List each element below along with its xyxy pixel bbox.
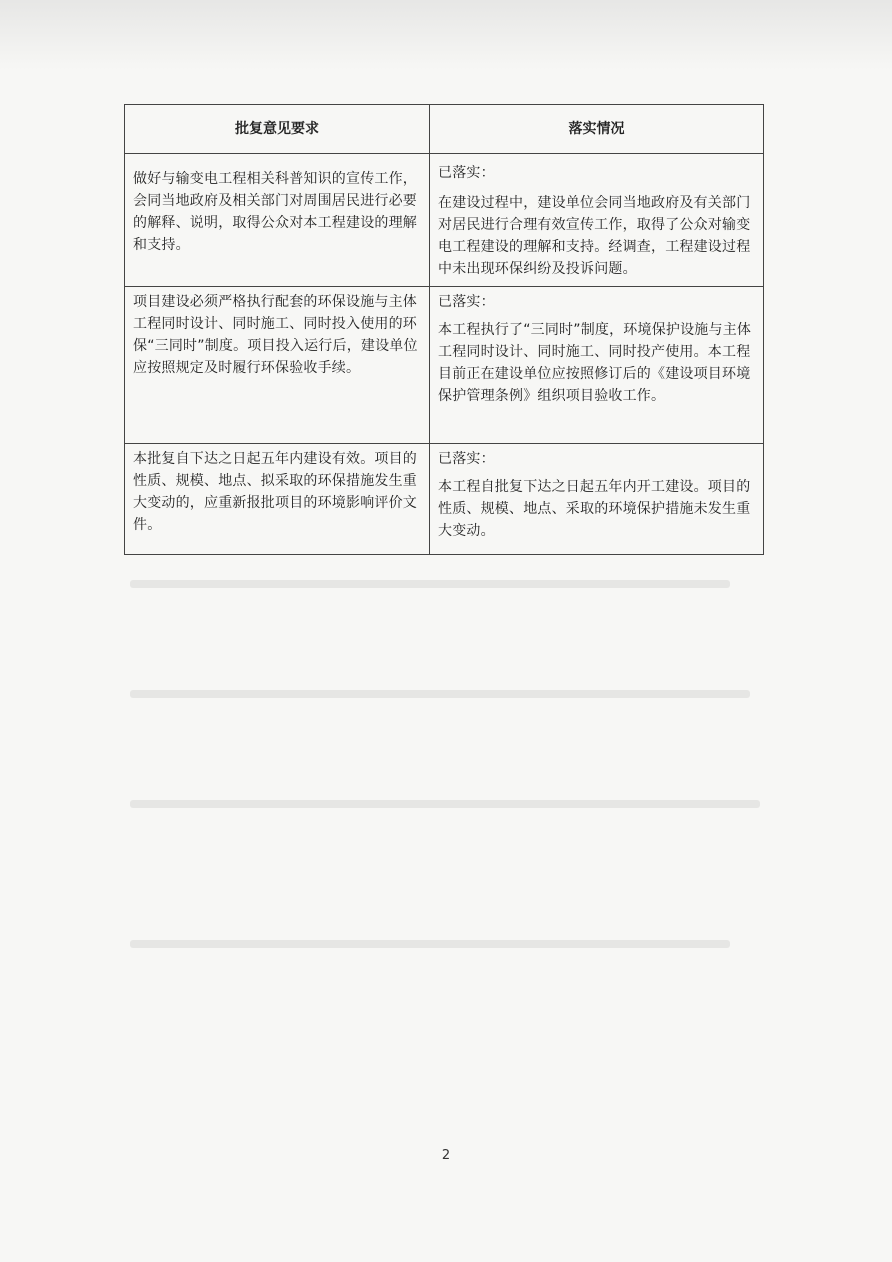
- bleed-through-line: [130, 580, 730, 588]
- table-header-row: [125, 105, 764, 154]
- implementation-cell: [430, 444, 764, 555]
- implementation-text: 本工程执行了“三同时”制度，环境保护设施与主体工程同时设计、同时施工、同时投产使用。本工程目前正在建设单位应按照修订后的《建设项目环境保护管理条例》组织项目验收工作。: [438, 322, 752, 404]
- status-label: 已落实：: [438, 165, 495, 181]
- header-requirement: 批复意见要求: [125, 105, 430, 154]
- table-row: [125, 287, 764, 444]
- implementation-cell: [430, 154, 764, 287]
- bleed-through-line: [130, 690, 750, 698]
- status-label: 已落实：: [438, 451, 495, 467]
- header-implementation: 落实情况: [430, 105, 764, 154]
- requirement-text: 项目建设必须严格执行配套的环保设施与主体工程同时设计、同时施工、同时投入使用的环保“三同时”制度。项目投入运行后，建设单位应按照规定及时履行环保验收手续。: [133, 294, 418, 376]
- bleed-through-line: [130, 940, 730, 948]
- status-label: 已落实：: [438, 294, 495, 310]
- approval-implementation-table: [124, 104, 764, 555]
- page-number: 2: [441, 1148, 451, 1163]
- implementation-cell: [430, 287, 764, 444]
- table-row: [125, 154, 764, 287]
- requirement-cell: [125, 154, 430, 287]
- table-row: [125, 444, 764, 555]
- requirement-cell: [125, 287, 430, 444]
- requirement-cell: [125, 444, 430, 555]
- requirement-text: 本批复自下达之日起五年内建设有效。项目的性质、规模、地点、拟采取的环保措施发生重大变动的，应重新报批项目的环境影响评价文件。: [133, 451, 417, 533]
- implementation-text: 在建设过程中，建设单位会同当地政府及有关部门对居民进行合理有效宣传工作，取得了公众对输变电工程建设的理解和支持。经调查，工程建设过程中未出现环保纠纷及投诉问题。: [438, 195, 751, 277]
- bleed-through-line: [130, 800, 760, 808]
- requirement-text: 做好与输变电工程相关科普知识的宣传工作，会同当地政府及相关部门对周围居民进行必要的解释、说明，取得公众对本工程建设的理解和支持。: [133, 171, 417, 253]
- scan-shadow: [0, 0, 892, 70]
- implementation-text: 本工程自批复下达之日起五年内开工建设。项目的性质、规模、地点、采取的环境保护措施未发生重大变动。: [438, 479, 751, 539]
